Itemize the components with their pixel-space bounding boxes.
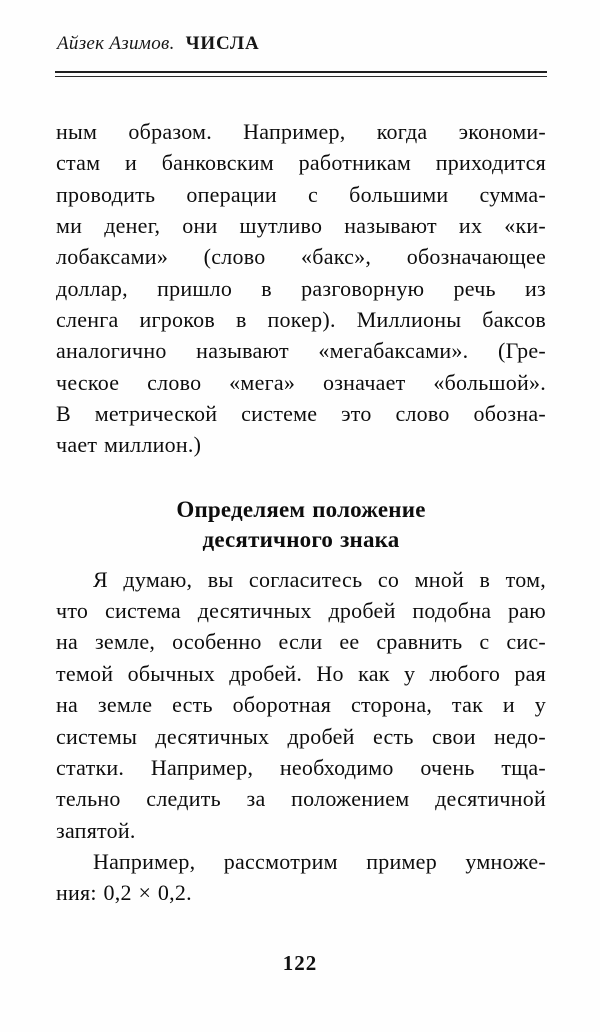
text-line: системы десятичных дробей есть свои недо-: [56, 723, 546, 749]
text-line: на земле, особенно если ее сравнить с сис-: [56, 629, 546, 655]
section-heading-line-2: десятичного знака: [202, 526, 400, 552]
text-line: на земле есть оборотная сторона, так и у: [56, 692, 546, 718]
text-line: ческое слово «мега» означает «большой».: [56, 369, 546, 395]
paragraph-decimal-system: [56, 564, 546, 846]
text-line: статки. Например, необходимо очень тща-: [56, 754, 546, 780]
running-header-book-title: ЧИСЛА: [185, 33, 260, 54]
text-line: стам и банковским работникам приходится: [56, 150, 546, 176]
text-line: ным образом. Например, когда экономи-: [56, 119, 546, 144]
text-line: темой обычных дробей. Но как у любого рая: [56, 660, 546, 686]
text-line: чает миллион.): [56, 432, 202, 458]
paragraph-multiplication-example: [56, 846, 546, 909]
section-heading: [56, 495, 546, 555]
text-line: проводить операции с большими сумма-: [56, 181, 546, 207]
text-line: аналогично называют «мегабаксами». (Гре-: [56, 338, 546, 364]
page-number: 122: [282, 951, 318, 975]
running-header-author: Айзек Азимов.: [57, 33, 175, 54]
text-line: доллар, пришло в разговорную речь из: [56, 275, 546, 301]
text-line: тельно следить за положением десятичной: [56, 786, 546, 812]
text-column: [56, 116, 546, 909]
section-heading-line-1: Определяем положение: [176, 496, 426, 522]
text-line: В метрической системе это слово обозна-: [56, 401, 546, 427]
text-line: лобаксами» (слово «бакс», обозначающее: [56, 244, 546, 270]
header-divider-rule: [55, 71, 547, 77]
running-header: [57, 33, 260, 55]
text-line: ния: 0,2 × 0,2.: [56, 880, 192, 906]
text-line: Например, рассмотрим пример умноже-: [93, 848, 546, 874]
paragraph-kilobucks: [56, 116, 546, 461]
text-line: ми денег, они шутливо называют их «ки-: [56, 213, 546, 239]
text-line: Я думаю, вы согласитесь со мной в том,: [93, 566, 546, 592]
text-line: что система десятичных дробей подобна раю: [56, 598, 546, 624]
text-line: сленга игроков в покер). Миллионы баксов: [56, 307, 546, 333]
text-line: запятой.: [56, 817, 136, 843]
